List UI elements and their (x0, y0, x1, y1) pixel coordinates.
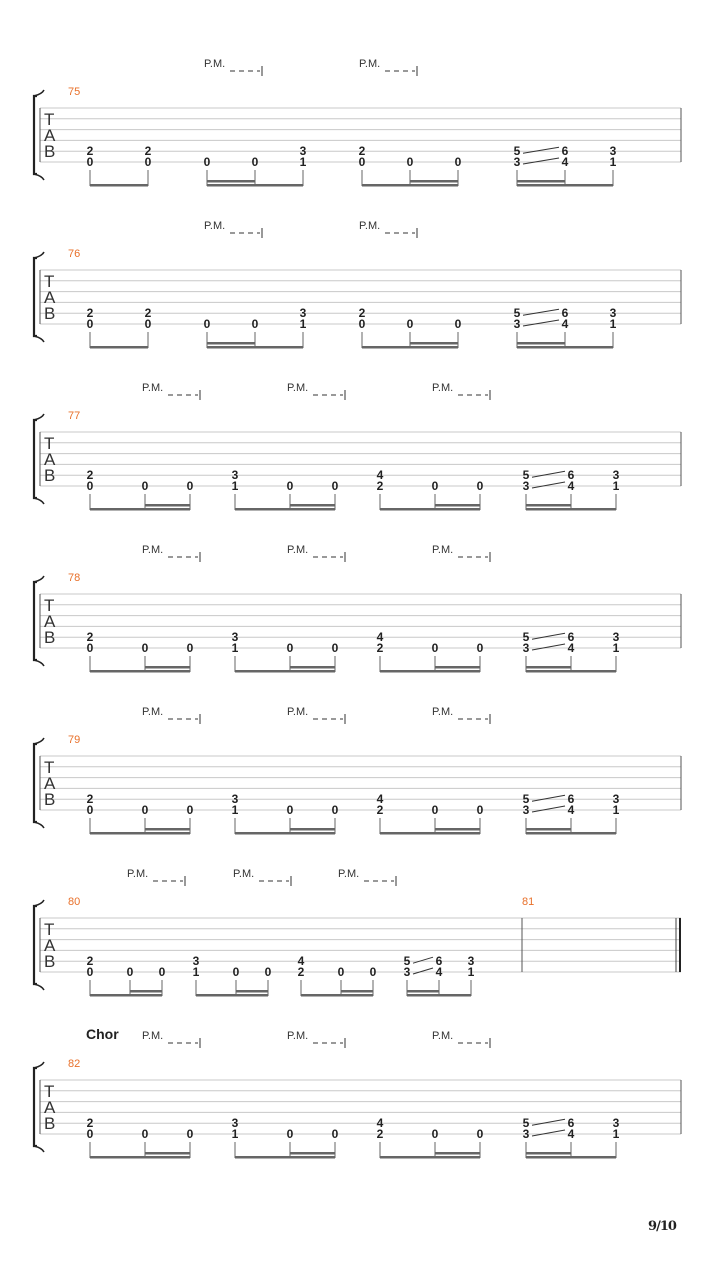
beam-secondary (130, 990, 162, 993)
fret-number: 2 (86, 1116, 94, 1131)
measure-number: 75 (68, 86, 81, 98)
slide-line (413, 968, 433, 974)
fret-number: 0 (476, 803, 484, 817)
system-bracket (34, 1068, 37, 1146)
tab-clef-letter: A (44, 774, 56, 793)
fret-number: 0 (358, 155, 366, 169)
fret-number: 3 (299, 144, 307, 159)
bracket-hook (34, 174, 44, 180)
fret-number: 4 (567, 641, 575, 655)
beam (526, 508, 616, 511)
fret-number: 6 (561, 306, 569, 321)
fret-number: 0 (454, 155, 462, 169)
measure-number: 76 (68, 248, 81, 260)
system-bracket (34, 906, 37, 984)
tab-clef-letter: B (44, 304, 56, 323)
page-number: 9/10 (648, 1219, 676, 1234)
beam (517, 184, 613, 187)
palm-mute-label: P.M. (233, 868, 255, 880)
fret-number: 3 (609, 306, 617, 321)
palm-mute-label: P.M. (287, 382, 309, 394)
fret-number: 0 (141, 1127, 149, 1141)
beam-secondary (435, 504, 480, 507)
fret-number: 0 (358, 317, 366, 331)
fret-number: 0 (251, 317, 259, 331)
fret-number: 1 (612, 1127, 620, 1141)
fret-number: 0 (286, 1127, 294, 1141)
fret-number: 3 (612, 792, 620, 807)
fret-number: 1 (612, 641, 620, 655)
bracket-hook (34, 738, 44, 744)
fret-number: 4 (376, 792, 384, 807)
beam (380, 670, 480, 673)
fret-number: 1 (612, 479, 620, 493)
bracket-hook (34, 1146, 44, 1152)
bracket-hook (34, 984, 44, 990)
beam-secondary (290, 504, 335, 507)
fret-number: 1 (299, 155, 307, 169)
fret-number: 3 (231, 1116, 239, 1131)
slide-line (532, 471, 565, 477)
beam-secondary (435, 666, 480, 669)
bracket-hook (34, 414, 44, 420)
fret-number: 0 (331, 479, 339, 493)
fret-number: 2 (86, 468, 94, 483)
fret-number: 0 (203, 155, 211, 169)
fret-number: 0 (286, 479, 294, 493)
tab-clef-letter: A (44, 126, 56, 145)
beam (207, 346, 303, 349)
fret-number: 3 (299, 306, 307, 321)
fret-number: 5 (522, 792, 530, 807)
fret-number: 3 (513, 317, 521, 331)
fret-number: 0 (86, 1127, 94, 1141)
slide-line (532, 482, 565, 488)
fret-number: 6 (435, 954, 443, 969)
fret-number: 0 (331, 803, 339, 817)
fret-number: 4 (376, 630, 384, 645)
fret-number: 2 (358, 144, 366, 159)
fret-number: 2 (144, 144, 152, 159)
measure-number: 80 (68, 896, 81, 908)
palm-mute-label: P.M. (142, 1030, 164, 1042)
fret-number: 3 (192, 954, 200, 969)
fret-number: 5 (403, 954, 411, 969)
fret-number: 5 (522, 468, 530, 483)
fret-number: 0 (126, 965, 134, 979)
slide-line (523, 320, 559, 326)
fret-number: 2 (86, 954, 94, 969)
fret-number: 3 (231, 468, 239, 483)
slide-line (532, 806, 565, 812)
palm-mute-label: P.M. (359, 220, 381, 232)
fret-number: 5 (513, 144, 521, 159)
fret-number: 1 (231, 479, 239, 493)
tab-clef-letter: A (44, 1098, 56, 1117)
tab-clef-letter: B (44, 1114, 56, 1133)
fret-number: 1 (612, 803, 620, 817)
beam (207, 184, 303, 187)
fret-number: 0 (331, 1127, 339, 1141)
beam-secondary (526, 666, 571, 669)
tab-clef-letter: T (44, 596, 55, 615)
tab-clef-letter: T (44, 758, 55, 777)
tab-clef-letter: T (44, 434, 55, 453)
fret-number: 0 (431, 1127, 439, 1141)
beam (90, 346, 148, 349)
fret-number: 1 (231, 803, 239, 817)
slide-line (532, 1130, 565, 1136)
beam-secondary (526, 828, 571, 831)
fret-number: 0 (431, 479, 439, 493)
tab-clef-letter: B (44, 628, 56, 647)
fret-number: 4 (376, 1116, 384, 1131)
fret-number: 6 (561, 144, 569, 159)
beam (235, 508, 335, 511)
palm-mute-label: P.M. (287, 544, 309, 556)
beam (526, 670, 616, 673)
fret-number: 4 (297, 954, 305, 969)
fret-number: 0 (144, 155, 152, 169)
fret-number: 3 (522, 479, 530, 493)
beam (407, 994, 471, 997)
fret-number: 0 (158, 965, 166, 979)
fret-number: 3 (513, 155, 521, 169)
palm-mute-label: P.M. (127, 868, 149, 880)
palm-mute-label: P.M. (287, 706, 309, 718)
fret-number: 0 (431, 641, 439, 655)
tab-clef-letter: T (44, 110, 55, 129)
beam-secondary (145, 828, 190, 831)
fret-number: 4 (561, 155, 569, 169)
fret-number: 3 (609, 144, 617, 159)
beam (90, 670, 190, 673)
fret-number: 2 (297, 965, 305, 979)
beam-secondary (517, 180, 565, 183)
beam (90, 1156, 190, 1159)
fret-number: 2 (86, 630, 94, 645)
fret-number: 0 (337, 965, 345, 979)
fret-number: 5 (513, 306, 521, 321)
system-bracket (34, 258, 37, 336)
fret-number: 4 (376, 468, 384, 483)
tab-clef-letter: B (44, 790, 56, 809)
system-bracket (34, 420, 37, 498)
fret-number: 3 (522, 803, 530, 817)
fret-number: 0 (232, 965, 240, 979)
fret-number: 0 (86, 479, 94, 493)
tab-clef-letter: A (44, 612, 56, 631)
fret-number: 4 (561, 317, 569, 331)
beam-secondary (290, 666, 335, 669)
palm-mute-label: P.M. (142, 544, 164, 556)
fret-number: 2 (358, 306, 366, 321)
fret-number: 0 (264, 965, 272, 979)
fret-number: 2 (86, 306, 94, 321)
slide-line (532, 795, 565, 801)
beam (380, 1156, 480, 1159)
fret-number: 6 (567, 630, 575, 645)
beam-secondary (145, 1152, 190, 1155)
palm-mute-label: P.M. (142, 382, 164, 394)
fret-number: 0 (186, 641, 194, 655)
beam (90, 832, 190, 835)
fret-number: 0 (86, 155, 94, 169)
beam-secondary (207, 342, 255, 345)
tab-clef-letter: A (44, 450, 56, 469)
fret-number: 0 (186, 803, 194, 817)
bracket-hook (34, 498, 44, 504)
beam (90, 184, 148, 187)
palm-mute-label: P.M. (204, 220, 226, 232)
fret-number: 0 (286, 803, 294, 817)
fret-number: 2 (376, 641, 384, 655)
fret-number: 2 (376, 1127, 384, 1141)
palm-mute-label: P.M. (142, 706, 164, 718)
fret-number: 5 (522, 1116, 530, 1131)
fret-number: 0 (186, 479, 194, 493)
tab-clef-letter: B (44, 952, 56, 971)
tab-clef-letter: B (44, 466, 56, 485)
beam-secondary (410, 342, 458, 345)
fret-number: 6 (567, 468, 575, 483)
measure-number: 79 (68, 734, 81, 746)
fret-number: 3 (522, 1127, 530, 1141)
palm-mute-label: P.M. (432, 706, 454, 718)
fret-number: 0 (406, 317, 414, 331)
fret-number: 0 (406, 155, 414, 169)
tab-clef-letter: A (44, 936, 56, 955)
fret-number: 0 (141, 803, 149, 817)
bracket-hook (34, 90, 44, 96)
fret-number: 0 (286, 641, 294, 655)
beam (235, 832, 335, 835)
beam (196, 994, 268, 997)
fret-number: 0 (476, 479, 484, 493)
system-bracket (34, 582, 37, 660)
fret-number: 3 (612, 630, 620, 645)
beam-secondary (145, 504, 190, 507)
fret-number: 3 (231, 792, 239, 807)
fret-number: 1 (609, 317, 617, 331)
fret-number: 1 (299, 317, 307, 331)
beam (235, 670, 335, 673)
palm-mute-label: P.M. (432, 382, 454, 394)
fret-number: 3 (612, 468, 620, 483)
palm-mute-label: P.M. (204, 58, 226, 70)
fret-number: 4 (567, 1127, 575, 1141)
beam (362, 184, 458, 187)
beam-secondary (341, 990, 373, 993)
fret-number: 1 (467, 965, 475, 979)
beam-secondary (526, 1152, 571, 1155)
fret-number: 0 (369, 965, 377, 979)
palm-mute-label: P.M. (338, 868, 360, 880)
fret-number: 0 (331, 641, 339, 655)
fret-number: 0 (186, 1127, 194, 1141)
slide-line (532, 644, 565, 650)
fret-number: 0 (431, 803, 439, 817)
system-bracket (34, 744, 37, 822)
bracket-hook (34, 252, 44, 258)
beam-secondary (410, 180, 458, 183)
fret-number: 0 (86, 965, 94, 979)
fret-number: 2 (376, 803, 384, 817)
beam (526, 832, 616, 835)
fret-number: 0 (144, 317, 152, 331)
beam-secondary (290, 828, 335, 831)
fret-number: 0 (86, 317, 94, 331)
fret-number: 2 (376, 479, 384, 493)
bracket-hook (34, 822, 44, 828)
measure-number: 82 (68, 1058, 81, 1070)
fret-number: 4 (435, 965, 443, 979)
fret-number: 6 (567, 792, 575, 807)
measure-number: 81 (522, 896, 535, 908)
measure-number: 77 (68, 410, 81, 422)
fret-number: 4 (567, 803, 575, 817)
beam-secondary (435, 1152, 480, 1155)
fret-number: 3 (231, 630, 239, 645)
tab-clef-letter: T (44, 272, 55, 291)
tab-clef-letter: B (44, 142, 56, 161)
fret-number: 2 (86, 792, 94, 807)
beam (526, 1156, 616, 1159)
beam (235, 1156, 335, 1159)
fret-number: 3 (467, 954, 475, 969)
palm-mute-label: P.M. (359, 58, 381, 70)
bracket-hook (34, 576, 44, 582)
beam (517, 346, 613, 349)
fret-number: 1 (192, 965, 200, 979)
beam-secondary (435, 828, 480, 831)
beam (90, 994, 162, 997)
fret-number: 3 (403, 965, 411, 979)
fret-number: 1 (231, 641, 239, 655)
palm-mute-label: P.M. (432, 544, 454, 556)
beam (301, 994, 373, 997)
bracket-hook (34, 1062, 44, 1068)
beam-secondary (407, 990, 439, 993)
beam-secondary (145, 666, 190, 669)
fret-number: 1 (231, 1127, 239, 1141)
fret-number: 0 (251, 155, 259, 169)
beam (362, 346, 458, 349)
palm-mute-label: P.M. (432, 1030, 454, 1042)
fret-number: 6 (567, 1116, 575, 1131)
slide-line (413, 957, 433, 963)
bracket-hook (34, 660, 44, 666)
measure-number: 78 (68, 572, 81, 584)
beam (380, 832, 480, 835)
fret-number: 0 (86, 641, 94, 655)
fret-number: 2 (144, 306, 152, 321)
fret-number: 1 (609, 155, 617, 169)
slide-line (523, 147, 559, 153)
beam-secondary (517, 342, 565, 345)
slide-line (523, 158, 559, 164)
fret-number: 0 (203, 317, 211, 331)
fret-number: 0 (476, 1127, 484, 1141)
section-label: Chor (86, 1026, 119, 1042)
beam-secondary (207, 180, 255, 183)
fret-number: 0 (141, 641, 149, 655)
tab-clef-letter: T (44, 920, 55, 939)
fret-number: 2 (86, 144, 94, 159)
beam (380, 508, 480, 511)
bracket-hook (34, 900, 44, 906)
fret-number: 0 (86, 803, 94, 817)
fret-number: 0 (454, 317, 462, 331)
slide-line (532, 1119, 565, 1125)
system-bracket (34, 96, 37, 174)
fret-number: 5 (522, 630, 530, 645)
slide-line (523, 309, 559, 315)
beam (90, 508, 190, 511)
fret-number: 4 (567, 479, 575, 493)
fret-number: 3 (522, 641, 530, 655)
slide-line (532, 633, 565, 639)
tab-clef-letter: A (44, 288, 56, 307)
tab-clef-letter: T (44, 1082, 55, 1101)
fret-number: 0 (141, 479, 149, 493)
palm-mute-label: P.M. (287, 1030, 309, 1042)
bracket-hook (34, 336, 44, 342)
beam-secondary (236, 990, 268, 993)
beam-secondary (290, 1152, 335, 1155)
fret-number: 3 (612, 1116, 620, 1131)
beam-secondary (526, 504, 571, 507)
fret-number: 0 (476, 641, 484, 655)
